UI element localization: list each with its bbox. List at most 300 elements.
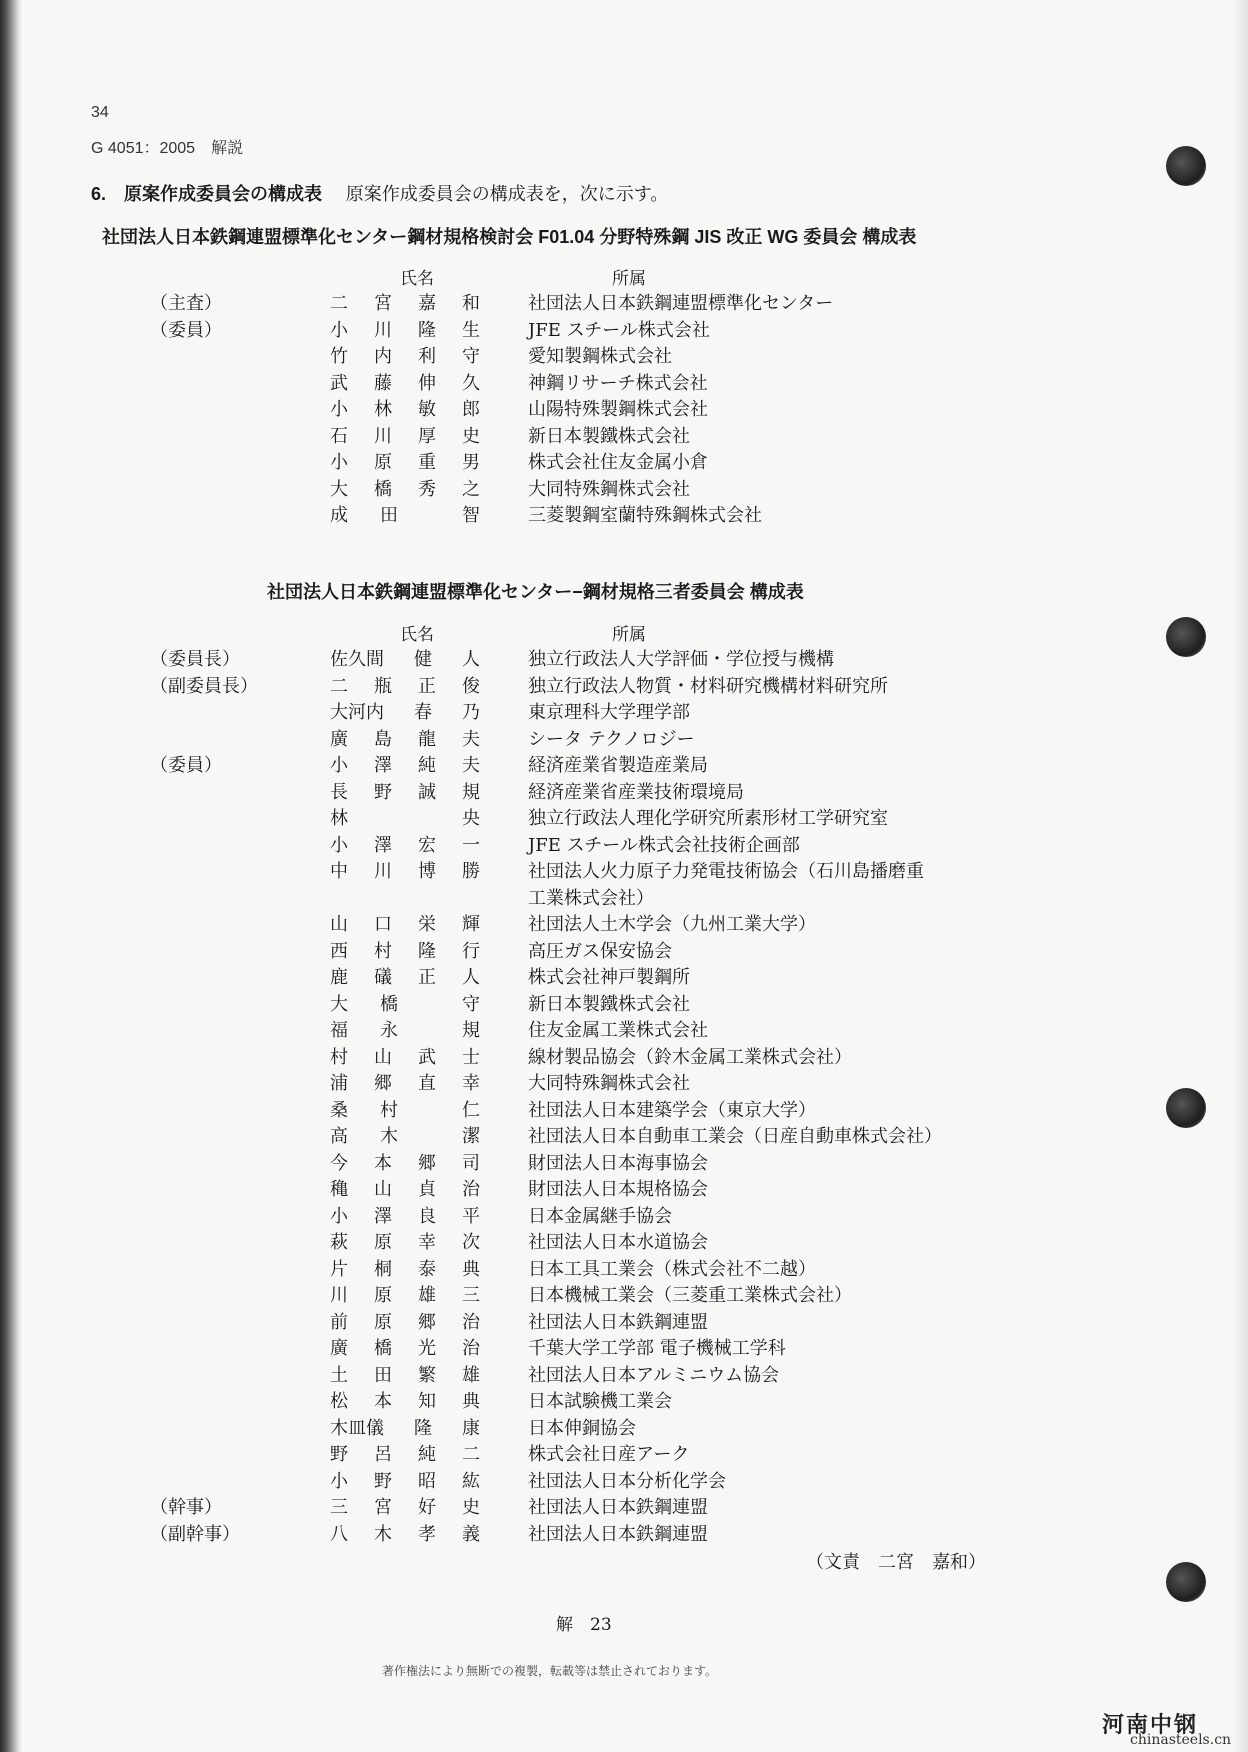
author-note: （文責 二宮 嘉和） <box>806 1552 986 1573</box>
member-name <box>330 448 480 474</box>
name-char: 三 <box>462 1285 480 1306</box>
member-name <box>330 1440 480 1466</box>
name-char: 小 <box>330 834 348 856</box>
name-char: 健 <box>414 649 432 670</box>
page-footer-number: 解 23 <box>556 1615 612 1635</box>
table1-col-name: 氏名 <box>400 269 434 289</box>
member-affiliation: 山陽特殊製鋼株式会社 <box>528 399 708 420</box>
name-char: 春 <box>414 702 432 723</box>
name-char: 澤 <box>374 755 392 776</box>
name-char: 土 <box>330 1364 348 1386</box>
name-char: 川 <box>374 319 392 341</box>
name-char: 島 <box>374 728 392 750</box>
table-row <box>0 1520 1248 1546</box>
name-char: 雄 <box>418 1285 436 1306</box>
name-char: 孝 <box>418 1523 436 1545</box>
member-affiliation: シータ テクノロジー <box>528 728 695 750</box>
name-char: 木 <box>380 1126 398 1147</box>
member-name <box>330 1255 480 1281</box>
member-name <box>330 395 480 421</box>
name-char: 郷 <box>374 1073 392 1094</box>
table-row <box>0 1255 1248 1281</box>
name-char: 橋 <box>374 478 392 500</box>
name-char: 成 <box>330 505 348 526</box>
name-char: 山 <box>374 1046 392 1068</box>
name-char: 木 <box>374 1523 392 1545</box>
name-char: 郷 <box>418 1152 436 1174</box>
name-char: 二 <box>462 1444 480 1465</box>
name-char: 直 <box>418 1073 436 1094</box>
name-char: 輝 <box>462 914 480 935</box>
name-char: 林 <box>374 399 392 420</box>
table-row <box>0 1414 1248 1440</box>
name-char: 之 <box>462 478 480 500</box>
name-char: 藤 <box>374 372 392 394</box>
member-name <box>330 316 480 342</box>
member-name <box>330 963 480 989</box>
member-affiliation: 経済産業省産業技術環境局 <box>528 781 744 803</box>
name-char: 勝 <box>462 861 480 882</box>
member-affiliation: 日本工具工業会（株式会社不二越） <box>528 1258 816 1280</box>
name-char: 夫 <box>462 755 480 776</box>
table2-title: 社団法人日本鉄鋼連盟標準化センター−鋼材規格三者委員会 構成表 <box>267 582 804 602</box>
name-char: 雄 <box>462 1364 480 1386</box>
member-affiliation: 大同特殊鋼株式会社 <box>528 1073 690 1094</box>
name-char: 二 <box>330 675 348 697</box>
table-row <box>0 1228 1248 1254</box>
member-name <box>330 1096 480 1122</box>
member-name <box>330 1043 480 1069</box>
name-char: 治 <box>462 1338 480 1359</box>
table-row <box>0 501 1248 527</box>
name-char: 橋 <box>380 993 398 1015</box>
name-char: 小 <box>330 1205 348 1227</box>
name-char: 治 <box>462 1311 480 1333</box>
member-name <box>330 698 480 724</box>
member-affiliation: 新日本製鐵株式会社 <box>528 425 690 447</box>
table-row <box>0 1069 1248 1095</box>
name-char: 浦 <box>330 1073 348 1094</box>
name-char: 木皿儀 <box>330 1417 384 1439</box>
member-affiliation: 新日本製鐵株式会社 <box>528 993 690 1015</box>
table1-col-affiliation: 所属 <box>612 269 646 289</box>
name-char: 純 <box>418 1444 436 1465</box>
table-row <box>0 475 1248 501</box>
table-row <box>0 1281 1248 1307</box>
table-row <box>0 698 1248 724</box>
name-char: 乃 <box>462 702 480 723</box>
name-char: 川 <box>374 861 392 882</box>
name-char: 鹿 <box>330 967 348 988</box>
page-number: 34 <box>91 104 109 121</box>
member-affiliation: 社団法人日本分析化学会 <box>528 1470 726 1492</box>
member-role: （委員長） <box>150 649 240 670</box>
name-char: 郷 <box>418 1311 436 1333</box>
member-affiliation: 株式会社日産アーク <box>528 1444 690 1465</box>
name-char: 幸 <box>418 1232 436 1253</box>
table-row <box>0 1467 1248 1493</box>
table-row <box>0 422 1248 448</box>
table-row <box>0 316 1248 342</box>
table-row <box>0 1202 1248 1228</box>
name-char: 純 <box>418 755 436 776</box>
name-char: 小 <box>330 452 348 473</box>
name-char: 正 <box>418 675 436 697</box>
table-row <box>0 1096 1248 1122</box>
member-name <box>330 751 480 777</box>
member-name <box>330 778 480 804</box>
name-char: 澤 <box>374 1205 392 1227</box>
name-char: 一 <box>462 834 480 856</box>
table-row <box>0 778 1248 804</box>
table-row <box>0 1361 1248 1387</box>
name-char: 郎 <box>462 399 480 420</box>
table-row <box>0 1043 1248 1069</box>
table-row <box>0 937 1248 963</box>
member-name <box>330 725 480 751</box>
name-char: 規 <box>462 781 480 803</box>
name-char: 田 <box>380 505 398 526</box>
name-char: 原 <box>374 1285 392 1306</box>
table2-col-affiliation: 所属 <box>612 625 646 645</box>
name-char: 佐久間 <box>330 649 384 670</box>
member-affiliation: 社団法人火力原子力発電技術協会（石川島播磨重 <box>528 861 924 882</box>
member-affiliation: 愛知製鋼株式会社 <box>528 346 672 367</box>
name-char: 博 <box>418 861 436 882</box>
member-role: （委員） <box>150 319 222 341</box>
name-char: 史 <box>462 425 480 447</box>
watermark-url: chinasteels.cn <box>1130 1732 1232 1748</box>
member-name <box>330 804 480 830</box>
member-name <box>330 1334 480 1360</box>
member-affiliation: 千葉大学工学部 電子機械工学科 <box>528 1338 786 1359</box>
member-affiliation: 社団法人日本鉄鋼連盟 <box>528 1523 708 1545</box>
table-row <box>0 1016 1248 1042</box>
name-char: 小 <box>330 399 348 420</box>
name-char: 士 <box>462 1046 480 1068</box>
name-char: 次 <box>462 1232 480 1253</box>
member-affiliation: 財団法人日本規格協会 <box>528 1179 708 1200</box>
name-char: 永 <box>380 1020 398 1041</box>
member-name <box>330 831 480 857</box>
table-row <box>0 448 1248 474</box>
member-name <box>330 1122 480 1148</box>
member-name <box>330 857 480 883</box>
name-char: 高 <box>330 1126 348 1147</box>
member-affiliation: 日本試験機工業会 <box>528 1391 672 1412</box>
name-char: 川 <box>374 425 392 447</box>
name-char: 守 <box>462 993 480 1015</box>
name-char: 大河内 <box>330 702 384 723</box>
member-affiliation: 東京理科大学理学部 <box>528 702 690 723</box>
member-name <box>330 937 480 963</box>
name-char: 村 <box>330 1046 348 1068</box>
name-char: 典 <box>462 1258 480 1280</box>
name-char: 栄 <box>418 914 436 935</box>
member-name <box>330 1069 480 1095</box>
name-char: 史 <box>462 1497 480 1518</box>
member-name <box>330 1228 480 1254</box>
name-char: 央 <box>462 808 480 829</box>
name-char: 穐 <box>330 1179 348 1200</box>
name-char: 貞 <box>418 1179 436 1200</box>
punch-hole <box>1166 1562 1206 1602</box>
member-name <box>330 1361 480 1387</box>
table-row <box>0 1334 1248 1360</box>
name-char: 和 <box>462 293 480 314</box>
name-char: 野 <box>374 1470 392 1492</box>
name-char: 生 <box>462 319 480 341</box>
name-char: 内 <box>374 346 392 367</box>
member-role: （委員） <box>150 755 222 776</box>
name-char: 田 <box>374 1364 392 1386</box>
name-char: 潔 <box>462 1126 480 1147</box>
member-affiliation: 独立行政法人物質・材料研究機構材料研究所 <box>528 675 888 697</box>
name-char: 幸 <box>462 1073 480 1094</box>
name-char: 桐 <box>374 1258 392 1280</box>
name-char: 廣 <box>330 728 348 750</box>
name-char: 原 <box>374 1232 392 1253</box>
table-row <box>0 342 1248 368</box>
name-char: 重 <box>418 452 436 473</box>
watermark-logo-text: 河南中钢 <box>1102 1713 1199 1738</box>
name-char: 男 <box>462 452 480 473</box>
name-char: 山 <box>374 1179 392 1200</box>
member-affiliation: 神鋼リサーチ株式会社 <box>528 372 708 394</box>
name-char: 三 <box>330 1497 348 1518</box>
table-row <box>0 804 1248 830</box>
member-name <box>330 1149 480 1175</box>
member-affiliation: 日本機械工業会（三菱重工業株式会社） <box>528 1285 852 1306</box>
member-name <box>330 1414 480 1440</box>
name-char: 本 <box>374 1152 392 1174</box>
name-char: 長 <box>330 781 348 803</box>
table-row <box>0 369 1248 395</box>
table-row <box>0 1308 1248 1334</box>
member-affiliation: JFE スチール株式会社 <box>528 319 710 341</box>
name-char: 伸 <box>418 372 436 394</box>
member-name <box>330 1520 480 1546</box>
section-6 <box>91 180 668 206</box>
member-affiliation: 社団法人日本鉄鋼連盟 <box>528 1311 708 1333</box>
table-row <box>0 645 1248 671</box>
section-text: 原案作成委員会の構成表を，次に示す。 <box>345 184 669 205</box>
table-row <box>0 1493 1248 1519</box>
name-char: 原 <box>374 1311 392 1333</box>
name-char: 大 <box>330 478 348 500</box>
table-row <box>0 857 1248 883</box>
name-char: 八 <box>330 1523 348 1545</box>
member-affiliation: 経済産業省製造産業局 <box>528 755 708 776</box>
member-name <box>330 1175 480 1201</box>
member-affiliation: 社団法人日本建築学会（東京大学） <box>528 1099 816 1121</box>
name-char: 林 <box>330 808 348 829</box>
name-char: 紘 <box>462 1470 480 1492</box>
member-affiliation: 社団法人日本アルミニウム協会 <box>528 1364 780 1386</box>
table-row <box>0 1175 1248 1201</box>
name-char: 隆 <box>418 940 436 962</box>
member-name <box>330 501 480 527</box>
table-row <box>0 884 1248 910</box>
name-char: 武 <box>330 372 348 394</box>
table-row <box>0 672 1248 698</box>
table-row <box>0 1440 1248 1466</box>
table-row <box>0 831 1248 857</box>
name-char: 小 <box>330 1470 348 1492</box>
table-row <box>0 963 1248 989</box>
member-name <box>330 1016 480 1042</box>
member-affiliation: 独立行政法人大学評価・学位授与機構 <box>528 649 834 670</box>
name-char: 萩 <box>330 1232 348 1253</box>
name-char: 今 <box>330 1152 348 1174</box>
name-char: 行 <box>462 940 480 962</box>
table-row <box>0 395 1248 421</box>
table-row <box>0 1149 1248 1175</box>
punch-hole <box>1166 146 1206 186</box>
name-char: 正 <box>418 967 436 988</box>
name-char: 西 <box>330 940 348 962</box>
member-affiliation: 社団法人日本鉄鋼連盟標準化センター <box>528 293 834 314</box>
member-affiliation: 独立行政法人理化学研究所素形材工学研究室 <box>528 808 888 829</box>
member-affiliation: 社団法人土木学会（九州工業大学） <box>528 914 816 935</box>
member-name <box>330 369 480 395</box>
member-name <box>330 475 480 501</box>
document-id: G 4051：2005 解説 <box>91 140 244 157</box>
name-char: 武 <box>418 1046 436 1068</box>
table2-col-name: 氏名 <box>400 625 434 645</box>
member-affiliation: JFE スチール株式会社技術企画部 <box>528 834 800 856</box>
name-char: 小 <box>330 319 348 341</box>
name-char: 礒 <box>374 967 392 988</box>
name-char: 智 <box>462 505 480 526</box>
section-heading: 6. 原案作成委員会の構成表 <box>91 184 323 204</box>
name-char: 良 <box>418 1205 436 1227</box>
name-char: 厚 <box>418 425 436 447</box>
name-char: 前 <box>330 1311 348 1333</box>
name-char: 司 <box>462 1152 480 1174</box>
member-name <box>330 289 480 315</box>
name-char: 二 <box>330 293 348 314</box>
member-affiliation: 財団法人日本海事協会 <box>528 1152 708 1174</box>
member-role: （副委員長） <box>150 675 258 697</box>
member-role: （副幹事） <box>150 1523 240 1545</box>
name-char: 規 <box>462 1020 480 1041</box>
name-char: 守 <box>462 346 480 367</box>
table-row <box>0 751 1248 777</box>
name-char: 光 <box>418 1338 436 1359</box>
name-char: 繁 <box>418 1364 436 1386</box>
name-char: 村 <box>380 1099 398 1121</box>
member-affiliation: 社団法人日本自動車工業会（日産自動車株式会社） <box>528 1126 942 1147</box>
member-role: （幹事） <box>150 1497 222 1518</box>
member-name <box>330 990 480 1016</box>
member-affiliation: 株式会社住友金属小倉 <box>528 452 708 473</box>
member-affiliation: 工業株式会社） <box>528 887 654 909</box>
member-name <box>330 1387 480 1413</box>
name-char: 松 <box>330 1391 348 1412</box>
name-char: 廣 <box>330 1338 348 1359</box>
name-char: 口 <box>374 914 392 935</box>
member-name <box>330 342 480 368</box>
name-char: 秀 <box>418 478 436 500</box>
name-char: 好 <box>418 1497 436 1518</box>
name-char: 片 <box>330 1258 348 1280</box>
name-char: 義 <box>462 1523 480 1545</box>
name-char: 桑 <box>330 1099 348 1121</box>
name-char: 典 <box>462 1391 480 1412</box>
member-name <box>330 672 480 698</box>
member-affiliation: 高圧ガス保安協会 <box>528 940 672 962</box>
member-name <box>330 1202 480 1228</box>
name-char: 小 <box>330 755 348 776</box>
member-affiliation: 社団法人日本鉄鋼連盟 <box>528 1497 708 1518</box>
member-name <box>330 1308 480 1334</box>
name-char: 人 <box>462 649 480 670</box>
name-char: 利 <box>418 346 436 367</box>
name-char: 龍 <box>418 728 436 750</box>
name-char: 嘉 <box>418 293 436 314</box>
name-char: 敏 <box>418 399 436 420</box>
name-char: 隆 <box>414 1417 432 1439</box>
copyright-notice: 著作権法により無断での複製，転載等は禁止されております。 <box>382 1664 718 1678</box>
name-char: 原 <box>374 452 392 473</box>
name-char: 福 <box>330 1020 348 1041</box>
member-name <box>330 1467 480 1493</box>
table-row <box>0 289 1248 315</box>
table-row <box>0 910 1248 936</box>
name-char: 石 <box>330 425 348 447</box>
member-name <box>330 645 480 671</box>
member-role: （主査） <box>150 293 222 314</box>
member-name <box>330 910 480 936</box>
name-char: 野 <box>374 781 392 803</box>
member-affiliation: 日本伸銅協会 <box>528 1417 636 1439</box>
name-char: 治 <box>462 1179 480 1200</box>
table1-title: 社団法人日本鉄鋼連盟標準化センター鋼材規格検討会 F01.04 分野特殊鋼 JIS 改正 WG 委員会 構成表 <box>102 227 917 247</box>
name-char: 誠 <box>418 781 436 803</box>
member-name <box>330 1281 480 1307</box>
member-affiliation: 日本金属継手協会 <box>528 1205 672 1227</box>
name-char: 宏 <box>418 834 436 856</box>
member-affiliation: 住友金属工業株式会社 <box>528 1020 708 1041</box>
name-char: 知 <box>418 1391 436 1412</box>
name-char: 泰 <box>418 1258 436 1280</box>
table-row <box>0 725 1248 751</box>
name-char: 橋 <box>374 1338 392 1359</box>
name-char: 大 <box>330 993 348 1015</box>
name-char: 呂 <box>374 1444 392 1465</box>
name-char: 中 <box>330 861 348 882</box>
name-char: 山 <box>330 914 348 935</box>
member-affiliation: 株式会社神戸製鋼所 <box>528 967 690 988</box>
name-char: 人 <box>462 967 480 988</box>
table-row <box>0 1387 1248 1413</box>
name-char: 本 <box>374 1391 392 1412</box>
name-char: 昭 <box>418 1470 436 1492</box>
name-char: 竹 <box>330 346 348 367</box>
member-name <box>330 422 480 448</box>
name-char: 隆 <box>418 319 436 341</box>
name-char: 野 <box>330 1444 348 1465</box>
member-name <box>330 1493 480 1519</box>
member-affiliation: 大同特殊鋼株式会社 <box>528 478 690 500</box>
name-char: 夫 <box>462 728 480 750</box>
table-row <box>0 1122 1248 1148</box>
name-char: 久 <box>462 372 480 394</box>
name-char: 平 <box>462 1205 480 1227</box>
member-affiliation: 社団法人日本水道協会 <box>528 1232 708 1253</box>
name-char: 川 <box>330 1285 348 1306</box>
